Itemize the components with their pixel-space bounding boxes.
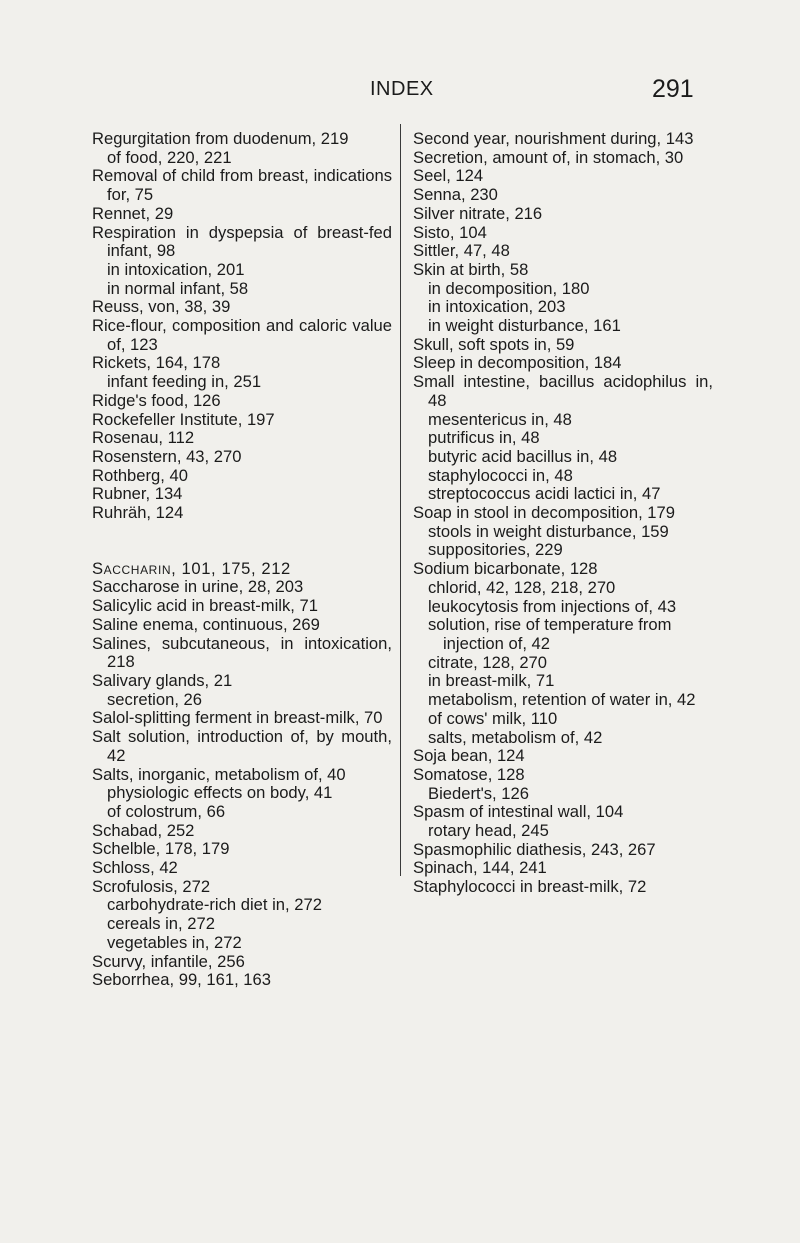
index-subentry: in intoxication, 201 <box>107 259 245 279</box>
index-subentry: streptococcus acidi lactici in, 47 <box>428 484 661 504</box>
index-subentry: in weight disturbance, 161 <box>428 316 621 336</box>
index-entry: Staphylococci in breast-milk, 72 <box>413 877 647 897</box>
index-subentry: leukocytosis from injections of, 43 <box>428 596 677 616</box>
index-entry: Sittler, 47, 48 <box>413 241 510 261</box>
index-entry: Skull, soft spots in, 59 <box>413 334 575 354</box>
index-subentry: putrificus in, 48 <box>428 428 540 448</box>
index-entry: Schelble, 178, 179 <box>92 839 230 859</box>
index-entry: Rickets, 164, 178 <box>92 353 221 373</box>
index-subentry: in intoxication, 203 <box>428 297 566 317</box>
index-subentry: in breast-milk, 71 <box>428 671 555 691</box>
index-entry: Ruhräh, 124 <box>92 503 184 523</box>
index-entry: Soap in stool in decomposition, 179 <box>413 503 675 523</box>
column-divider <box>400 124 401 876</box>
index-subentry: in decomposition, 180 <box>428 278 590 298</box>
index-entry: Saccharose in urine, 28, 203 <box>92 577 304 597</box>
index-entry: Somatose, 128 <box>413 764 525 784</box>
index-entry: Rubner, 134 <box>92 484 183 504</box>
index-entry: Removal of child from breast, indications for, 75 <box>92 166 392 205</box>
index-subentry: stools in weight disturbance, 159 <box>428 521 669 541</box>
index-entry: Rosenau, 112 <box>92 428 195 448</box>
index-subentry: suppositories, 229 <box>428 540 563 560</box>
index-entry: Salines, subcutaneous, in intoxication, 218 <box>92 633 392 672</box>
index-entry: Schabad, 252 <box>92 820 195 840</box>
index-subentry: of colostrum, 66 <box>107 801 226 821</box>
index-subentry: citrate, 128, 270 <box>428 652 548 672</box>
index-entry: Salt solution, introduction of, by mouth, 42 <box>92 727 392 765</box>
index-entry: Salts, inorganic, metabolism of, 40 <box>92 764 346 784</box>
index-entry: Seel, 124 <box>413 166 484 186</box>
index-entry: Second year, nourishment during, 143 <box>413 129 694 148</box>
index-entry: Rennet, 29 <box>92 203 174 223</box>
index-subentry: of cows' milk, 110 <box>428 708 558 728</box>
index-entry: Spasmophilic diathesis, 243, 267 <box>413 839 656 859</box>
index-entry: Spinach, 144, 241 <box>413 858 547 878</box>
index-entry: Senna, 230 <box>413 185 498 205</box>
index-entry: Sisto, 104 <box>413 222 487 242</box>
index-entry: Salivary glands, 21 <box>92 670 233 690</box>
index-subentry: vegetables in, 272 <box>107 932 242 952</box>
index-subentry: secretion, 26 <box>107 689 203 709</box>
index-subentry: rotary head, 245 <box>428 821 549 841</box>
index-entry: Respiration in dyspepsia of breast-fed infant, 98 <box>92 222 392 261</box>
index-entry: Secretion, amount of, in stomach, 30 <box>413 147 684 167</box>
index-subentry: mesentericus in, 48 <box>428 409 572 429</box>
index-entry: Regurgitation from duodenum, 219 <box>92 129 349 148</box>
index-entry: Rockefeller Institute, 197 <box>92 409 275 429</box>
page-header <box>0 75 800 108</box>
index-entry: Rothberg, 40 <box>92 465 188 485</box>
index-entry: Scrofulosis, 272 <box>92 876 211 896</box>
index-entry: Saline enema, continuous, 269 <box>92 614 320 634</box>
index-subentry: infant feeding in, 251 <box>107 372 262 392</box>
index-entry: Sodium bicarbonate, 128 <box>413 559 598 579</box>
index-subentry: chlorid, 42, 128, 218, 270 <box>428 577 616 597</box>
index-column-right <box>413 130 713 897</box>
index-subentry: cereals in, 272 <box>107 914 215 934</box>
index-entry: Silver nitrate, 216 <box>413 203 543 223</box>
index-subentry: solution, rise of temperature from injection of, 42 <box>428 615 672 653</box>
index-entry: Scurvy, infantile, 256 <box>92 951 245 971</box>
index-entry: Ridge's food, 126 <box>92 390 221 410</box>
index-column-left <box>92 130 392 990</box>
index-entry: Schloss, 42 <box>92 858 178 878</box>
page-number: 291 <box>652 75 694 103</box>
index-entry: Seborrhea, 99, 161, 163 <box>92 970 271 990</box>
index-subentry: metabolism, retention of water in, 42 <box>428 690 696 710</box>
index-entry: Soja bean, 124 <box>413 746 525 766</box>
index-subentry: staphylococci in, 48 <box>428 465 573 485</box>
index-entry: Saccharin, 101, 175, 212 <box>92 558 291 578</box>
index-subentry: butyric acid bacillus in, 48 <box>428 446 618 466</box>
index-subentry: in normal infant, 58 <box>107 278 249 298</box>
index-subentry: Biedert's, 126 <box>428 783 529 803</box>
index-subentry: carbohydrate-rich diet in, 272 <box>107 895 322 915</box>
index-subentry: salts, metabolism of, 42 <box>428 727 603 747</box>
index-entry: Skin at birth, 58 <box>413 259 529 279</box>
index-entry: Rice-flour, composition and caloric value of, 123 <box>92 316 392 354</box>
index-entry: Salicylic acid in breast-milk, 71 <box>92 596 318 616</box>
index-entry: Sleep in decomposition, 184 <box>413 353 622 373</box>
index-subentry: physiologic effects on body, 41 <box>107 783 333 803</box>
index-entry: Small intestine, bacillus acidophilus in, 48 <box>413 372 713 410</box>
index-entry: Spasm of intestinal wall, 104 <box>413 802 624 822</box>
index-entry: Reuss, von, 38, 39 <box>92 297 231 317</box>
index-entry: Rosenstern, 43, 270 <box>92 446 242 466</box>
index-subentry: of food, 220, 221 <box>107 147 232 167</box>
index-entry: Salol-splitting ferment in breast-milk, 70 <box>92 708 383 728</box>
section-gap <box>92 523 392 560</box>
running-title: INDEX <box>370 78 434 100</box>
